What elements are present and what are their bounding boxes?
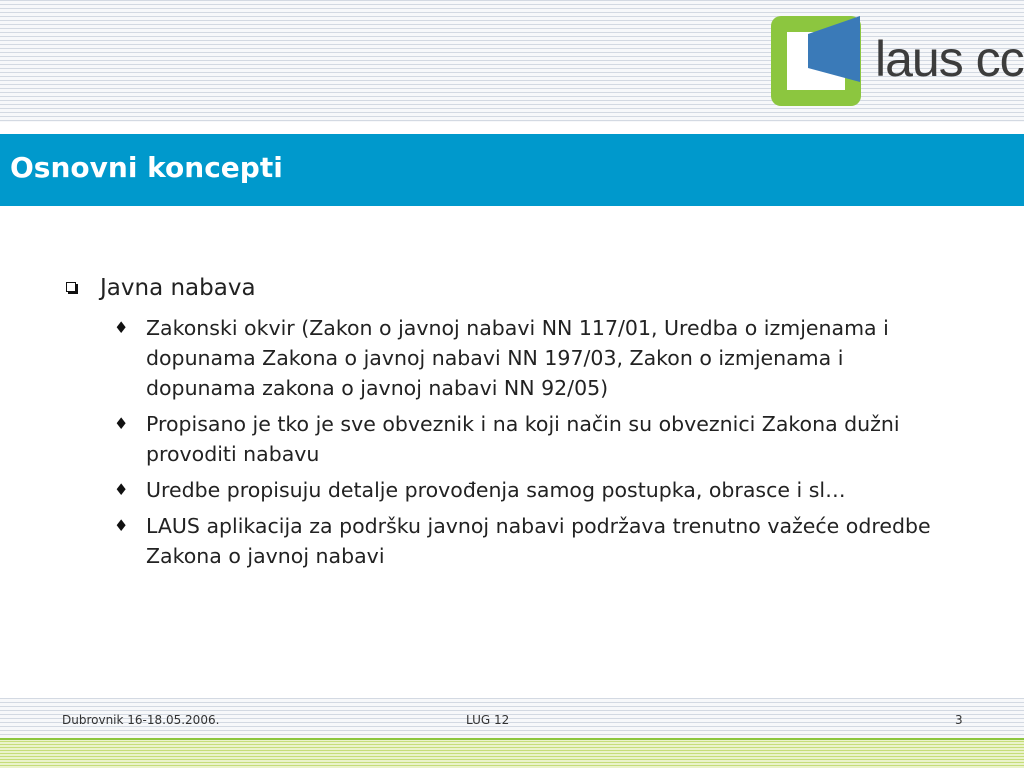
level1-text: Javna nabava (100, 275, 256, 301)
logo-text: laus cc (875, 31, 1024, 87)
footer-green-band (0, 738, 1024, 768)
title-bar (0, 134, 1024, 206)
slide-title: Osnovni koncepti (10, 151, 283, 184)
diamond-bullet-icon: ♦ (114, 414, 129, 433)
level2-list (114, 313, 964, 577)
square-bullet-icon (66, 282, 76, 292)
list-item (114, 475, 958, 505)
footer-divider (0, 738, 1024, 740)
laus-logo (768, 12, 1024, 110)
list-item-text: LAUS aplikacija za podršku javnoj nabavi podržava trenutno važeće odredbe Zakona o javnoj nabavi (146, 514, 931, 568)
page-number: 3 (955, 713, 963, 727)
diamond-bullet-icon: ♦ (114, 516, 129, 535)
footer-date-location: Dubrovnik 16-18.05.2006. (62, 713, 220, 727)
list-item-text: Uredbe propisuju detalje provođenja samog postupka, obrasce i sl… (146, 478, 846, 502)
diamond-bullet-icon: ♦ (114, 318, 129, 337)
diamond-bullet-icon: ♦ (114, 480, 129, 499)
list-item-text: Propisano je tko je sve obveznik i na koji način su obveznici Zakona dužni provoditi nabavu (146, 412, 900, 466)
list-item-text: Zakonski okvir (Zakon o javnoj nabavi NN 117/01, Uredba o izmjenama i dopunama Zakona o javnoj nabavi NN 197/03, Zakon o izmjenama i dopunama zakona o javnoj nabavi NN 92/05) (146, 316, 889, 400)
logo-mark-icon (768, 12, 868, 110)
footer-event: LUG 12 (466, 713, 510, 727)
list-item (114, 409, 958, 469)
list-item (114, 313, 958, 403)
list-item (114, 511, 958, 571)
